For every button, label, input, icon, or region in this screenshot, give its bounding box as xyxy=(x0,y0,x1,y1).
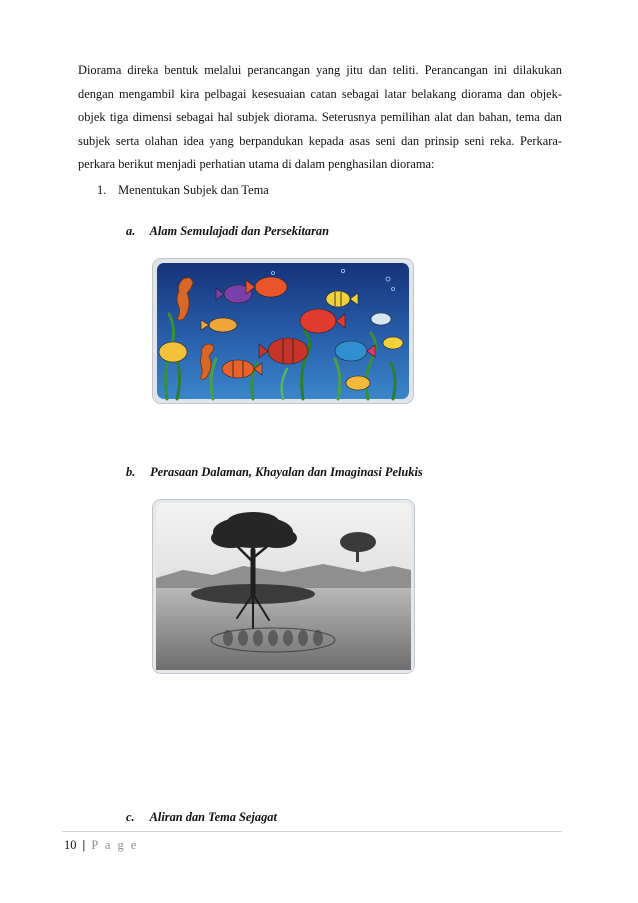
aquarium-illustration xyxy=(153,259,413,403)
subheading-label: Aliran dan Tema Sejagat xyxy=(149,810,277,824)
subheading-c xyxy=(126,810,277,825)
subheading-b xyxy=(126,465,423,480)
aquarium-fish-image xyxy=(153,259,413,403)
page-number: 10 xyxy=(64,838,77,852)
surreal-tree-illustration xyxy=(153,500,414,673)
surreal-tree-image xyxy=(153,500,414,673)
subheading-label: Alam Semulajadi dan Persekitaran xyxy=(149,224,329,238)
intro-paragraph: Diorama direka bentuk melalui perancangan yang jitu dan teliti. Perancangan ini dilakukan dengan mengambil kira pelbagai kesesuaian catan sebagai latar belakang diorama dan objek-objek tiga dimensi sebagai hal subjek diorama. Seterusnya pemilihan alat dan bahan, tema dan subjek serta olahan idea yang berpandukan kepada asas seni dan prinsip seni reka. Perkara-perkara berikut menjadi perhatian utama di dalam penghasilan diorama: xyxy=(78,63,562,171)
subheading-letter: c. xyxy=(126,810,135,824)
page-label: P a g e xyxy=(91,838,139,852)
footer-divider xyxy=(62,831,562,832)
list-item-1 xyxy=(97,183,269,198)
subheading-a xyxy=(126,224,329,239)
subheading-label: Perasaan Dalaman, Khayalan dan Imaginasi Pelukis xyxy=(150,465,423,479)
list-label: Menentukan Subjek dan Tema xyxy=(118,183,269,197)
page-footer xyxy=(64,838,138,853)
subheading-letter: b. xyxy=(126,465,136,479)
footer-separator: | xyxy=(82,838,86,852)
list-number: 1. xyxy=(97,183,107,197)
subheading-letter: a. xyxy=(126,224,136,238)
